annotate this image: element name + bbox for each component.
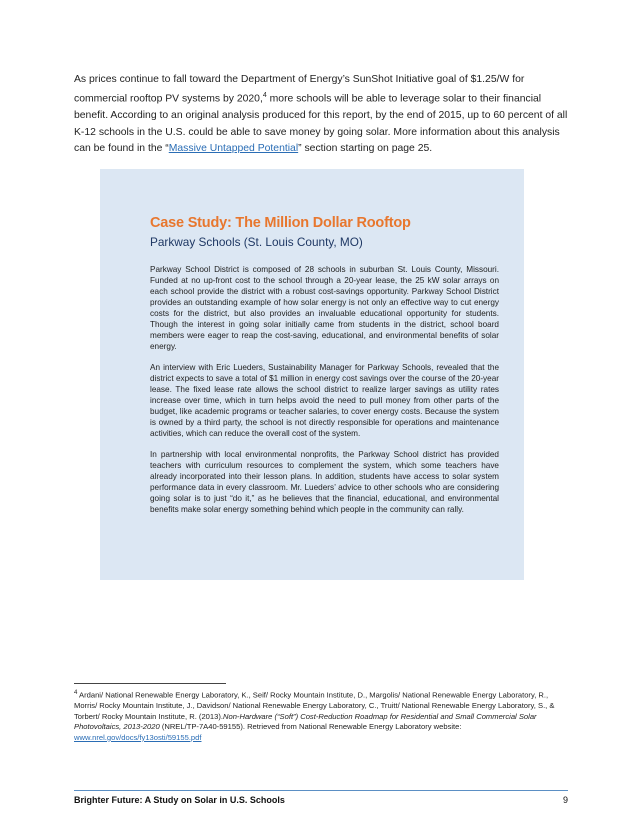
- footnote-text-after: (NREL/TP-7A40-59155). Retrieved from National Renewable Energy Laboratory website:: [159, 722, 462, 732]
- footer-document-title: Brighter Future: A Study on Solar in U.S. Schools: [74, 795, 285, 805]
- nrel-report-link[interactable]: www.nrel.gov/docs/fy13osti/59155.pdf: [74, 732, 202, 742]
- case-study-box: [100, 169, 524, 580]
- case-study-body: [150, 264, 499, 525]
- intro-paragraph: [74, 72, 568, 158]
- case-study-paragraph: An interview with Eric Lueders, Sustainability Manager for Parkway Schools, revealed that the district expects to save a total of $1 million in energy cost savings over the course of the 20-year lease. The fixed lease rate allows the school district to realize larger savings as utility rates increase over time, which in turn helps avoid the need to pull money from other parts of the budget, like academic programs or teacher salaries, to cover energy costs. Because the system is owned by a third party, the school is not directly responsible for operations and maintenance activities, which can reduce the overall cost of the system.: [150, 363, 499, 438]
- footnote: [74, 688, 572, 744]
- intro-text-part2: more schools will be able to leverage solar to their financial benefit. According to an original analysis produced for this report, by the end of 2015, up to 60 percent of all K-12 schools in the U.S. could be able to save money by going solar. More information about this analysis can be found in the “: [74, 93, 568, 155]
- footer-divider: [74, 790, 568, 791]
- page-number: 9: [562, 795, 568, 805]
- intro-text-part1: As prices continue to fall toward the Department of Energy’s SunShot Initiative goal of $1.25/W for commercial rooftop PV systems by 2020,: [74, 74, 525, 105]
- footnote-marker: 4: [74, 690, 78, 696]
- footnote-divider: [74, 683, 226, 684]
- case-study-paragraph: In partnership with local environmental nonprofits, the Parkway School district has provided teachers with curriculum resources to complement the system, which some teachers have already incorporated into their lesson plans. In addition, students have access to solar system performance data in every classroom. Mr. Lueders’ advice to other schools who are considering going solar is to just “do it,” as he believes that the financial, educational, and environmental benefits make solar energy something behind which people in the community can rally.: [150, 450, 499, 514]
- footnote-text: Ardani/ National Renewable Energy Laboratory, K., Seif/ Rocky Mountain Institute, D., Margolis/ National Renewable Energy Laboratory, R., Morris/ Rocky Mountain Institute, J., Davidson/ National Renewable Energy Laboratory, C., Truitt/ National Renewable Energy Laboratory, S., & Torbert/ Rocky Mountain Institute, R. (2013).: [74, 690, 555, 721]
- footnote-reference[interactable]: 4: [262, 92, 267, 100]
- case-study-subtitle: Parkway Schools (St. Louis County, MO): [150, 235, 363, 249]
- case-study-title: Case Study: The Million Dollar Rooftop: [150, 215, 411, 231]
- intro-text-part3: ” section starting on page 25.: [298, 143, 433, 155]
- case-study-paragraph: Parkway School District is composed of 28 schools in suburban St. Louis County, Missouri. Funded at no up-front cost to the school through a 20-year lease, the 25 kW solar arrays on each school provide the district with a robust cost-savings opportunity. Parkway School District provides an outstanding example of how solar energy is not only an effective way to cut energy costs for the district, but also provides an invaluable educational opportunity for students. Though the interest in going solar initially came from students in the district, school board members were eager to reap the cost-saving, educational, and environmental benefits of solar energy.: [150, 265, 499, 351]
- footnote-report-title: Non-Hardware (“Soft”) Cost-Reduction Roadmap for Residential and Small Commercial Solar Photovoltaics, 2013-2020: [74, 711, 537, 732]
- massive-untapped-potential-link[interactable]: Massive Untapped Potential: [168, 143, 299, 155]
